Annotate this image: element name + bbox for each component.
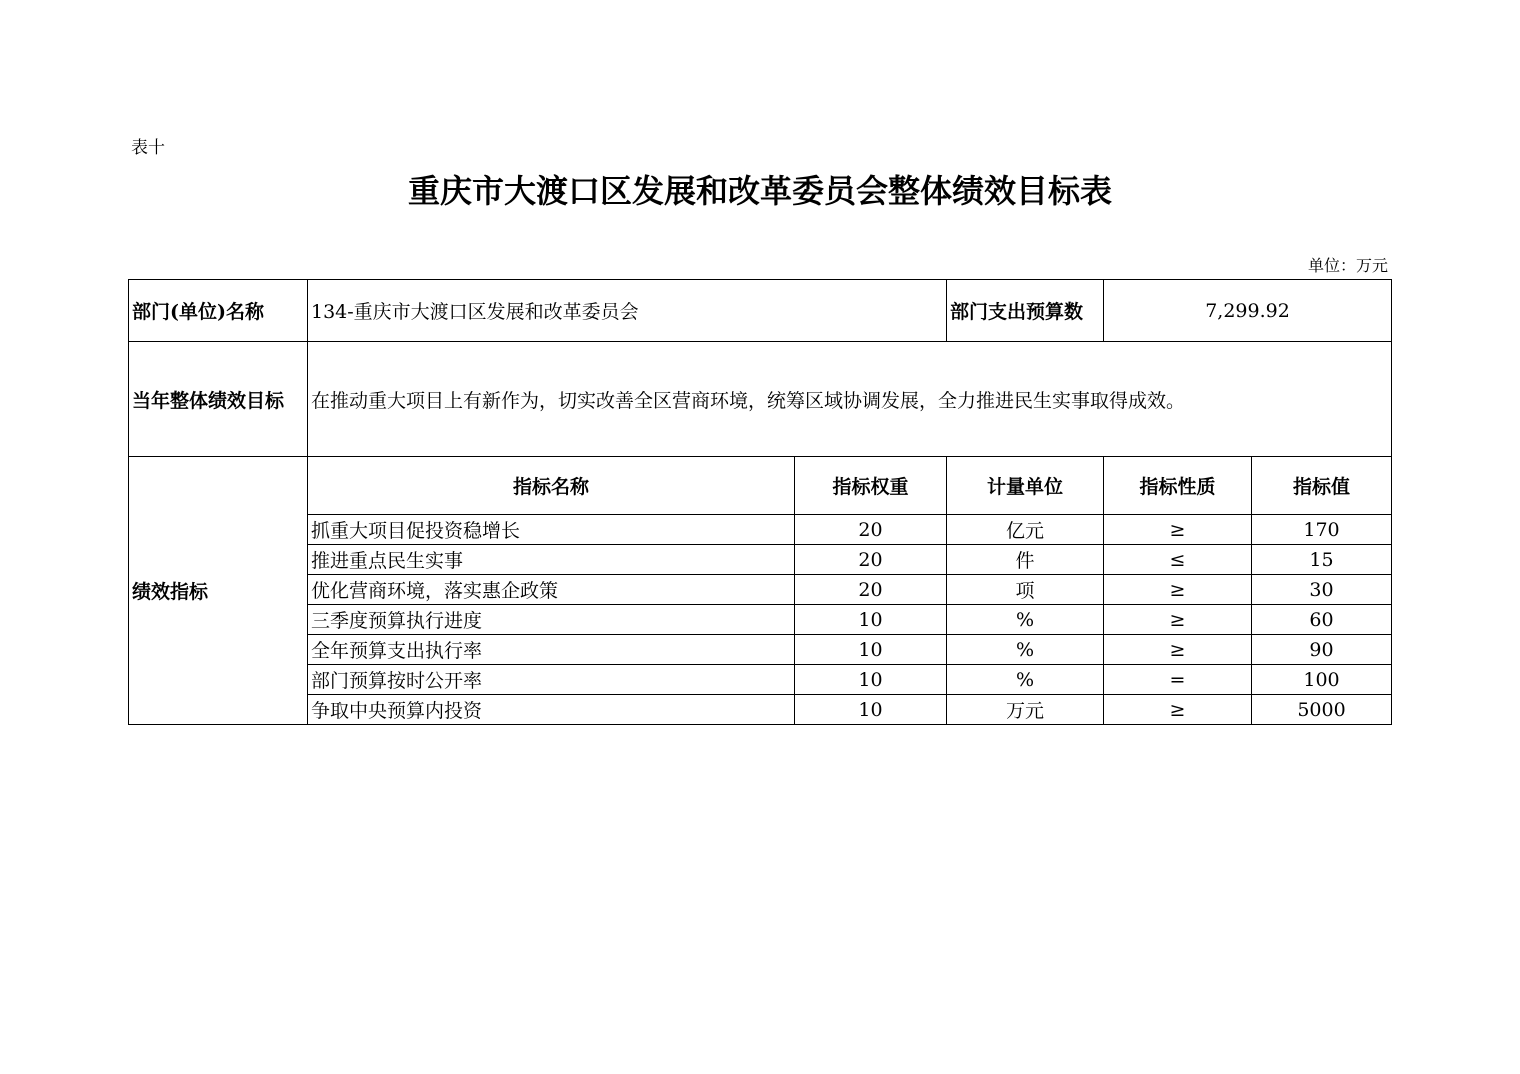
goal-label: 当年整体绩效目标 — [129, 342, 308, 457]
indicator-nature: = — [1104, 665, 1252, 695]
indicator-weight: 10 — [795, 605, 947, 635]
indicator-value: 5000 — [1252, 695, 1392, 725]
indicator-value: 100 — [1252, 665, 1392, 695]
indicator-name: 部门预算按时公开率 — [308, 665, 795, 695]
indicator-name: 优化营商环境，落实惠企政策 — [308, 575, 795, 605]
budget-label: 部门支出预算数 — [947, 280, 1104, 342]
dept-name-value: 134-重庆市大渡口区发展和改革委员会 — [308, 280, 947, 342]
indicator-name: 抓重大项目促投资稳增长 — [308, 515, 795, 545]
indicator-header-row — [129, 457, 1392, 515]
table-row — [129, 695, 1392, 725]
dept-name-label: 部门(单位)名称 — [129, 280, 308, 342]
unit-label: 单位：万元 — [1307, 256, 1388, 275]
indicator-nature: ≤ — [1104, 545, 1252, 575]
indicator-nature: ≥ — [1104, 575, 1252, 605]
indicator-unit: 万元 — [947, 695, 1104, 725]
indicator-unit: % — [947, 665, 1104, 695]
indicator-nature: ≥ — [1104, 515, 1252, 545]
goal-value: 在推动重大项目上有新作为，切实改善全区营商环境，统筹区域协调发展，全力推进民生实事取得成效。 — [308, 342, 1392, 457]
header-indicator-weight: 指标权重 — [795, 457, 947, 515]
header-measure-unit: 计量单位 — [947, 457, 1104, 515]
indicator-nature: ≥ — [1104, 695, 1252, 725]
indicator-unit: % — [947, 605, 1104, 635]
table-row — [129, 605, 1392, 635]
header-indicator-nature: 指标性质 — [1104, 457, 1252, 515]
goal-row — [129, 342, 1392, 457]
indicator-weight: 10 — [795, 695, 947, 725]
table-row — [129, 635, 1392, 665]
table-row — [129, 575, 1392, 605]
budget-value: 7,299.92 — [1104, 280, 1392, 342]
header-indicator-value: 指标值 — [1252, 457, 1392, 515]
indicator-weight: 20 — [795, 575, 947, 605]
page-title: 重庆市大渡口区发展和改革委员会整体绩效目标表 — [407, 172, 1112, 210]
indicator-unit: 亿元 — [947, 515, 1104, 545]
indicator-value: 60 — [1252, 605, 1392, 635]
indicator-weight: 10 — [795, 665, 947, 695]
indicator-nature: ≥ — [1104, 605, 1252, 635]
table-row — [129, 515, 1392, 545]
indicator-weight: 20 — [795, 515, 947, 545]
indicator-name: 争取中央预算内投资 — [308, 695, 795, 725]
performance-target-table — [128, 279, 1392, 725]
indicator-value: 15 — [1252, 545, 1392, 575]
indicator-name: 推进重点民生实事 — [308, 545, 795, 575]
header-indicator-name: 指标名称 — [308, 457, 795, 515]
indicator-name: 全年预算支出执行率 — [308, 635, 795, 665]
dept-row — [129, 280, 1392, 342]
indicator-value: 170 — [1252, 515, 1392, 545]
indicator-unit: 件 — [947, 545, 1104, 575]
indicator-unit: % — [947, 635, 1104, 665]
indicator-nature: ≥ — [1104, 635, 1252, 665]
table-row — [129, 545, 1392, 575]
indicator-weight: 10 — [795, 635, 947, 665]
indicator-value: 30 — [1252, 575, 1392, 605]
indicator-weight: 20 — [795, 545, 947, 575]
table-row — [129, 665, 1392, 695]
indicators-label: 绩效指标 — [129, 457, 308, 725]
indicator-name: 三季度预算执行进度 — [308, 605, 795, 635]
indicator-unit: 项 — [947, 575, 1104, 605]
table-label: 表十 — [131, 138, 165, 158]
indicator-value: 90 — [1252, 635, 1392, 665]
